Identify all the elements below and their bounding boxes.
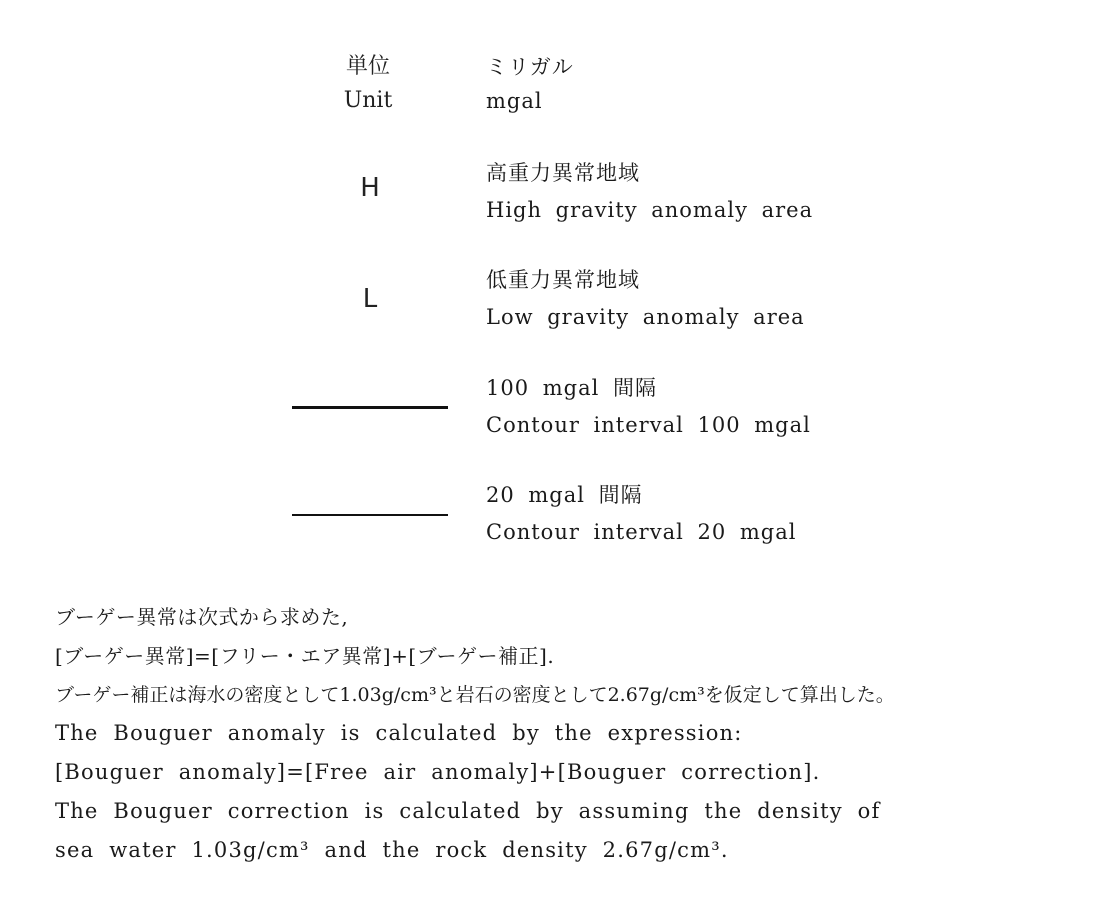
note-line-4: The Bouguer anomaly is calculated by the expression: xyxy=(55,721,743,746)
high-gravity-description xyxy=(486,155,813,229)
high-gravity-symbol: H xyxy=(360,173,380,203)
contour-20-ja: 20 mgal 間隔 xyxy=(486,483,643,507)
low-gravity-description xyxy=(486,262,805,336)
low-gravity-en: Low gravity anomaly area xyxy=(486,305,805,329)
unit-value xyxy=(486,50,574,118)
contour-100-description xyxy=(486,370,811,444)
unit-value-ja: ミリガル xyxy=(486,55,574,79)
contour-20-description xyxy=(486,477,796,551)
unit-label-en: Unit xyxy=(343,88,393,113)
note-line-3: ブーゲー補正は海水の密度として1.03g/cm³と岩石の密度として2.67g/cm³を仮定して算出した。 xyxy=(55,683,895,706)
note-line-7: sea water 1.03g/cm³ and the rock density 2.67g/cm³. xyxy=(55,837,729,862)
contour-20-line-symbol xyxy=(292,514,448,516)
unit-value-en: mgal xyxy=(486,89,543,113)
note-line-1: ブーゲー異常は次式から求めた, xyxy=(55,605,349,629)
unit-label xyxy=(290,50,446,118)
high-gravity-en: High gravity anomaly area xyxy=(486,198,814,222)
bouguer-note xyxy=(55,598,1095,870)
contour-100-ja: 100 mgal 間隔 xyxy=(486,376,658,400)
note-line-6: The Bouguer correction is calculated by assuming the density of xyxy=(55,798,881,823)
low-gravity-symbol: L xyxy=(362,284,378,314)
contour-100-en: Contour interval 100 mgal xyxy=(486,413,811,437)
contour-100-line-symbol xyxy=(292,406,448,409)
contour-20-en: Contour interval 20 mgal xyxy=(486,520,797,544)
note-line-5: [Bouguer anomaly]=[Free air anomaly]+[Bouguer correction]. xyxy=(55,760,821,785)
high-gravity-ja: 高重力異常地域 xyxy=(486,161,640,185)
note-line-2: [ブーゲー異常]=[フリー・エア異常]+[ブーゲー補正]. xyxy=(55,643,555,668)
low-gravity-ja: 低重力異常地域 xyxy=(486,268,640,292)
unit-label-ja: 単位 xyxy=(345,54,390,79)
